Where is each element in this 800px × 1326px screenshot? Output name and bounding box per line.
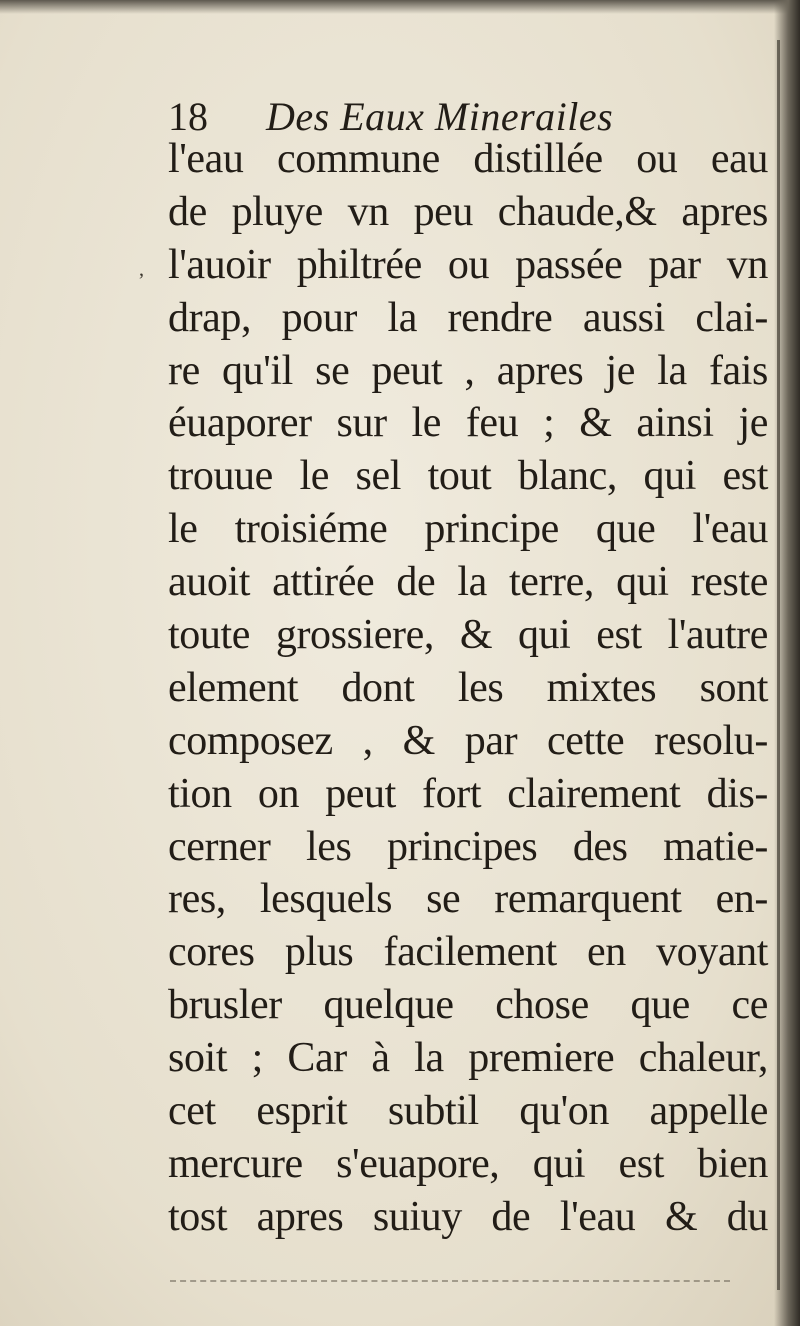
catchword-rule	[170, 1280, 730, 1284]
gutter-line	[777, 40, 780, 1290]
text-line: le troisiéme principe que l'eau	[168, 506, 768, 553]
text-line: composez , & par cette resolu-	[168, 717, 768, 764]
text-line: res, lesquels se remarquent en-	[168, 876, 768, 923]
top-edge-shadow	[0, 0, 800, 14]
text-line: mercure s'euapore, qui est bien	[168, 1140, 768, 1187]
page-number: 18	[168, 94, 208, 139]
text-line: l'eau commune distillée ou eau	[168, 136, 768, 182]
text-line: drap, pour la rendre aussi clai-	[168, 294, 768, 341]
text-line: re qu'il se peut , apres je la fais	[168, 347, 768, 394]
text-line: tost apres suiuy de l'eau & du	[168, 1193, 768, 1240]
text-line: cet esprit subtil qu'on appelle	[168, 1088, 768, 1135]
text-line: toute grossiere, & qui est l'autre	[168, 612, 768, 659]
text-line: tion on peut fort clairement dis-	[168, 770, 768, 817]
text-line: auoit attirée de la terre, qui reste	[168, 559, 768, 606]
running-title: Des Eaux Minerailes	[266, 94, 614, 139]
text-line: brusler quelque chose que ce	[168, 982, 768, 1029]
margin-mark: ʼ	[138, 270, 145, 292]
text-line: de pluye vn peu chaude,& apres	[168, 188, 768, 235]
text-line: element dont les mixtes sont	[168, 664, 768, 711]
text-line: cerner les principes des matie-	[168, 823, 768, 870]
text-line: cores plus facilement en voyant	[168, 929, 768, 976]
text-line: l'auoir philtrée ou passée par vn	[168, 241, 768, 288]
body-text	[168, 133, 768, 1244]
text-line: trouue le sel tout blanc, qui est	[168, 453, 768, 500]
text-line: éuaporer sur le feu ; & ainsi je	[168, 400, 768, 447]
text-line: soit ; Car à la premiere chaleur,	[168, 1035, 768, 1082]
